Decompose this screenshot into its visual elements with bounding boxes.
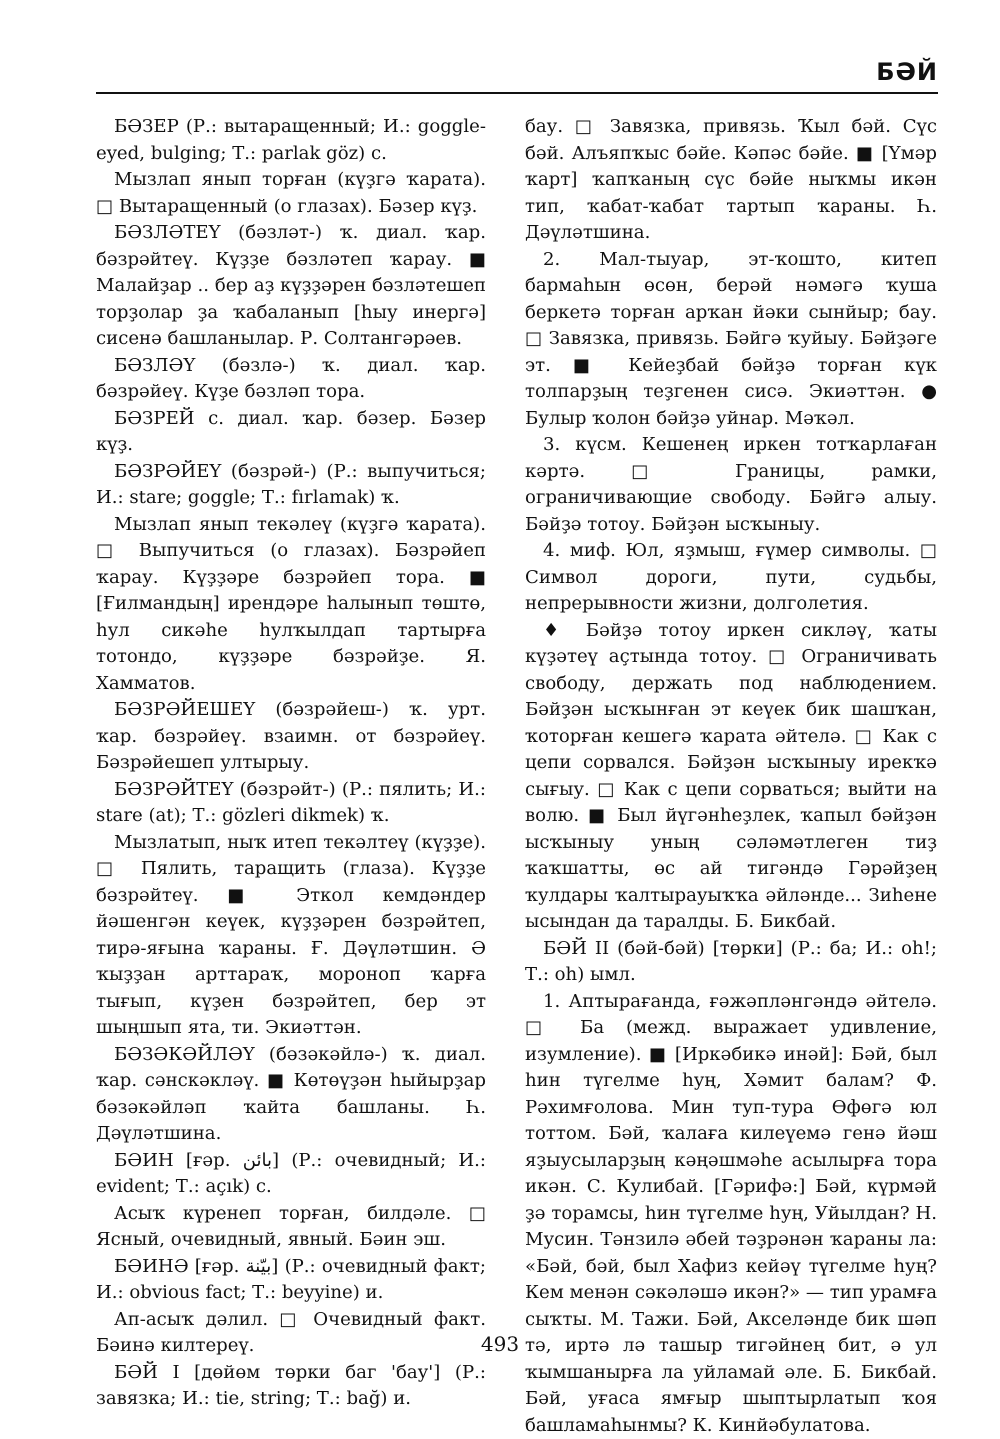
dictionary-entry: БӘЗЕР (Р.: вытаращенный; И.: goggle-eyed, bulging; Т.: parlak göz) с.	[96, 114, 486, 167]
dictionary-entry: БӘИН [ғәр. بائن] (Р.: очевидный; И.: evident; Т.: açık) с.	[96, 1148, 486, 1201]
dictionary-entry: БӘЙ I [дөйөм төрки баг 'бау'] (Р.: завязка; И.: tie, string; Т.: bağ) и.	[96, 1360, 486, 1413]
dictionary-entry: 3. күсм. Кешенең иркен тотҡарлаған кәртә. □ Границы, рамки, ограничивающие свободу. Бәйгә алыу. Бәйҙә тотоу. Бәйҙән ысҡыныу.	[525, 432, 937, 538]
dictionary-entry: Мызлап янып текәлеү (күҙгә ҡарата). □ Выпучиться (о глазах). Бәзрәйеп ҡарау. Күҙҙәре бәзрәйеп тора. ■ [Ғилмандың] ирендәре һалынып төштө, һул сикәһе һулҡылдап тартырға тотондо, күҙҙәре бәзрәйҙе. Я. Хамматов.	[96, 512, 486, 698]
dictionary-entry: БӘЗӘКӘЙЛӘҮ (бәзәкәйлә-) ҡ. диал. ҡар. сәнскәкләү. ■ Көтөүҙән һыйырҙар бәзәкәйләп ҡайта башланы. Һ. Дәүләтшина.	[96, 1042, 486, 1148]
dictionary-entry: Мызлап янып торған (күҙгә ҡарата). □ Вытаращенный (о глазах). Бәзер күҙ.	[96, 167, 486, 220]
dictionary-entry: БӘИНӘ [ғәр. بيّنة] (Р.: очевидный факт; И.: obvious fact; Т.: beyyine) и.	[96, 1254, 486, 1307]
dictionary-entry: Асыҡ күренеп торған, билдәле. □ Ясный, очевидный, явный. Бәин эш.	[96, 1201, 486, 1254]
dictionary-entry: Мызлатып, ныҡ итеп текәлтеү (күҙҙе). □ Пялить, таращить (глаза). Күҙҙе бәзрәйтеү. ■ Эткол кемдәндер йәшенгән кеүек, күҙҙәрен бәзрәйтеп, тирә-яғына ҡараны. Ғ. Дәүләтшин. Ә ҡыҙҙан арттараҡ, мороноп ҡарға тығып, күҙен бәзрәйтеп, бер эт шыңшып ята, ти. Экиәттән.	[96, 830, 486, 1042]
dictionary-entry: БӘЙ II (бәй-бәй) [төрки] (Р.: ба; И.: oh!; Т.: oh) ымл.	[525, 936, 937, 989]
dictionary-entry: бау. □ Завязка, привязь. Ҡыл бәй. Сүс бәй. Алъяпҡыс бәйе. Кәпәс бәйе. ■ [Үмәр ҡарт] ҡапҡаның сүс бәйе ныҡмы икән тип, ҡабат-ҡабат тартып ҡараны. Һ. Дәүләтшина.	[525, 114, 937, 247]
dictionary-entry: БӘЗРӘЙТЕҮ (бәзрәйт-) (Р.: пялить; И.: stare (at); Т.: gözleri dikmek) ҡ.	[96, 777, 486, 830]
dictionary-entry: БӘЗРӘЙЕШЕҮ (бәзрәйеш-) ҡ. урт. ҡар. бәзрәйеү. взаимн. от бәзрәйеү. Бәзрәйешеп ултырыу.	[96, 697, 486, 777]
dictionary-entry: БӘЗЛӘТЕҮ (бәзләт-) ҡ. диал. ҡар. бәзрәйтеү. Күҙҙе бәзләтеп ҡарау. ■ Малайҙар .. бер аҙ күҙҙәрен бәзләтешеп торҙолар ҙа ҡабаланып [һыу инергә] сисенә башланылар. Р. Солтангәрәев.	[96, 220, 486, 353]
dictionary-entry: Ап-асыҡ дәлил. □ Очевидный факт. Бәинә килтереү.	[96, 1307, 486, 1360]
dictionary-entry: 4. миф. Юл, яҙмыш, ғүмер символы. □ Символ дороги, пути, судьбы, непрерывности жизни, долголетия.	[525, 538, 937, 618]
dictionary-entry: БӘЗРӘЙЕҮ (бәзрәй-) (Р.: выпучиться; И.: stare; goggle; Т.: fırlamak) ҡ.	[96, 459, 486, 512]
dictionary-entry: ♦ Бәйҙә тотоу иркен сикләү, ҡаты күҙәтеү аҫтында тотоу. □ Ограничивать свободу, держать под наблюдением. Бәйҙән ысҡынған эт кеүек бик шашҡан, ҡоторған кешегә ҡарата әйтелә. □ Как с цепи сорвался. Бәйҙән ысҡыныу ирекҡә сығыу. □ Как с цепи сорваться; выйти на волю. ■ Был йүгәнһеҙлек, ҡапыл бәйҙән ысҡыныу уның сәләмәтлеген тиҙ ҡаҡшатты, өс ай тигәндә Гәрәйҙең ҡулдары ҡалтырауыҡҡа әйләнде... Зиһене ысындан да таралды. Б. Бикбай.	[525, 618, 937, 936]
right-column	[525, 114, 937, 1439]
dictionary-entry: 2. Мал-тыуар, эт-ҡошто, китеп бармаһын өсөн, берәй нәмәгә ҡуша беркетә торған арҡан йәки сынйыр; бау. □ Завязка, привязь. Бәйгә ҡуйыу. Бәйҙәге эт. ■ Кейеҙбай бәйҙә торған күк толпарҙың теҙгенен сисә. Экиәттән. ● Булыр ҡолон бәйҙә уйнар. Мәҡәл.	[525, 247, 937, 433]
dictionary-entry: 1. Аптырағанда, ғәжәпләнгәндә әйтелә. □ Ба (межд. выражает удивление, изумление). ■ [Иркәбикә инәй]: Бәй, был һин түгелме һуң, Хәмит балам? Ф. Рәхимғолова. Мин туп-тура Өфөгә юл тоттом. Бәй, ҡалаға килеүемә генә йәш яҙыусыларҙың кәңәшмәһе асылырға тора икән. С. Кулибай. [Гәрифә:] Бәй, күрмәй ҙә торамсы, һин түгелме һуң, Уйылдан? Н. Мусин. Тәнзилә әбей тәҙрәнән ҡараны ла: «Бәй, бәй, был Хафиз кейәү түгелме һуң? Кем менән сәкәләшә икән?» — тип урамға сыҡты. М. Тажи. Бәй, Акселәнде бик шәп тә, иртә лә ташыр тигәйнең бит, ә ул ҡымшанырға ла уйламай әле. Б. Бикбай. Бәй, уғаса ямғыр шыптырлатып ҡоя башламаһынмы? К. Кинйәбулатова.	[525, 989, 937, 1439]
left-column	[96, 114, 486, 1413]
header-rule	[96, 92, 938, 94]
dictionary-entry: БӘЗЛӘҮ (бәзлә-) ҡ. диал. ҡар. бәзрәйеү. Күҙе бәзләп тора.	[96, 353, 486, 406]
running-head: БӘЙ	[876, 58, 938, 86]
page-number: 493	[0, 1332, 1000, 1356]
dictionary-entry: БӘЗРЕЙ с. диал. ҡар. бәзер. Бәзер күҙ.	[96, 406, 486, 459]
